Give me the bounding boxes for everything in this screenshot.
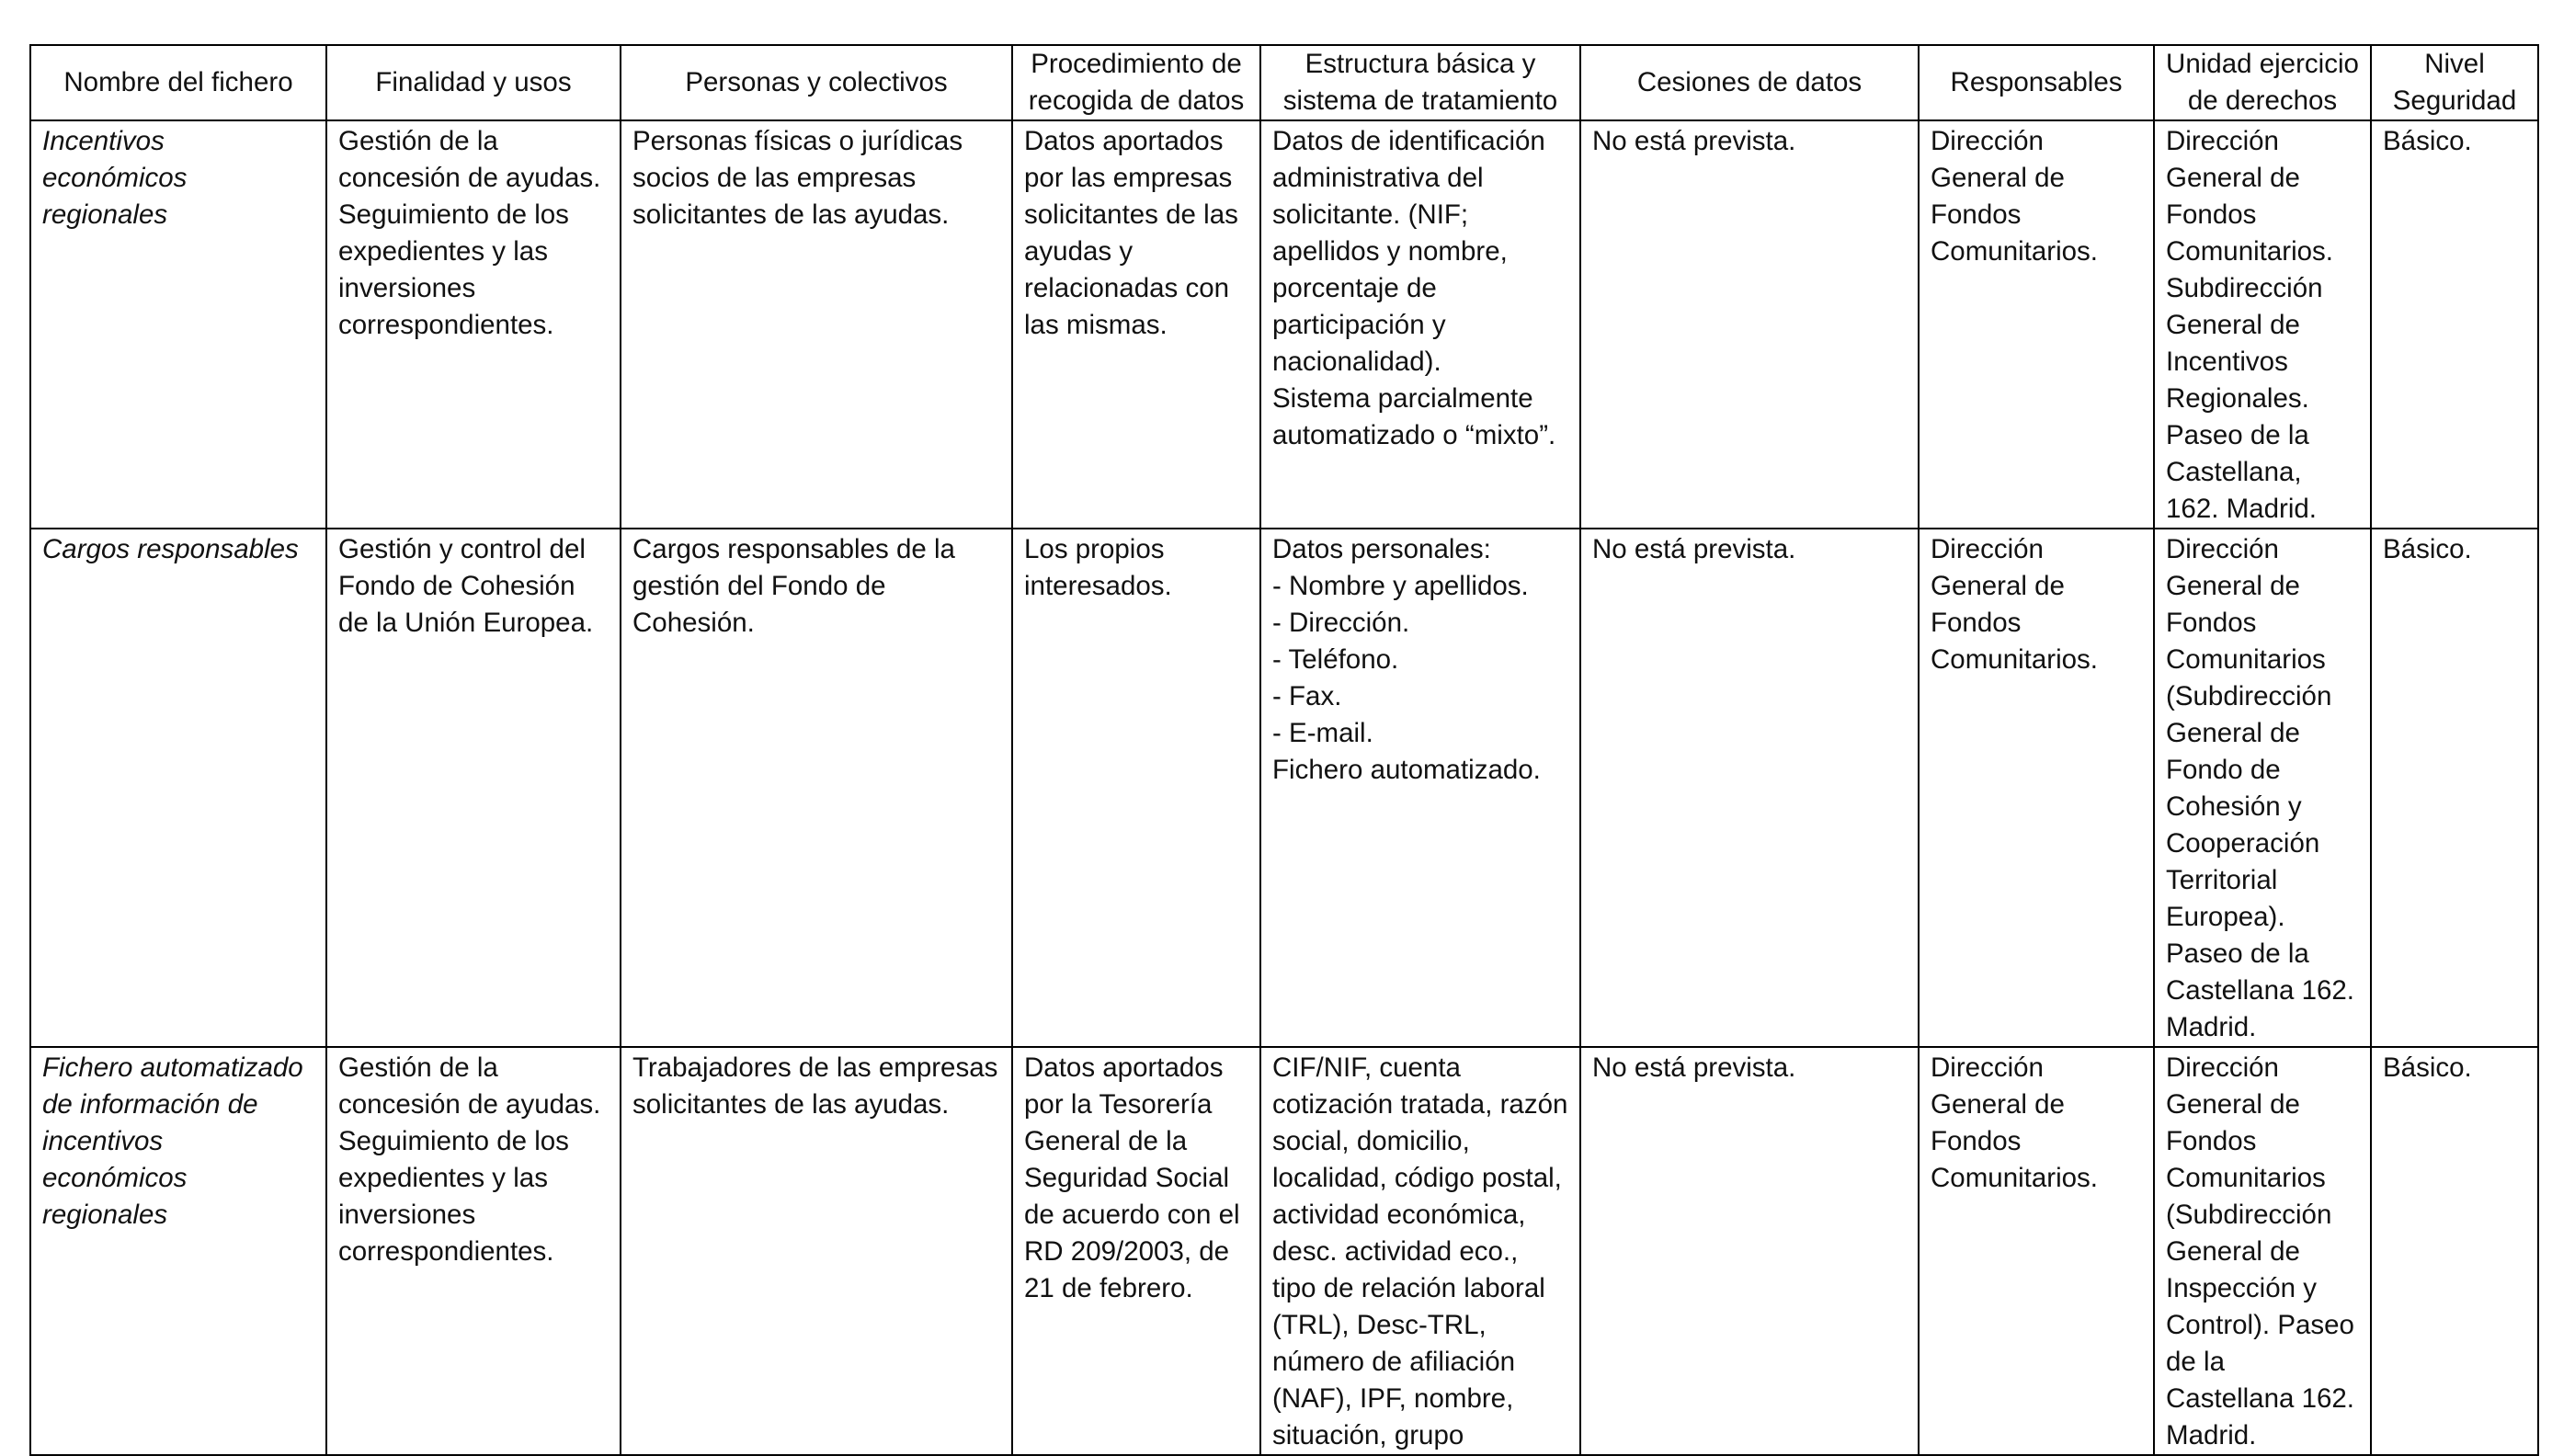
cell-nivel: Básico. [2371,120,2538,529]
cell-procedimiento: Datos aportados por la Tesorería General de la Seguridad Social de acuerdo con el RD 209/2003, de 21 de febrero. [1012,1047,1260,1455]
ficheros-table [29,44,2539,1456]
cell-finalidad: Gestión de la concesión de ayudas. Seguimiento de los expedientes y las inversiones correspondientes. [326,120,621,529]
estructura-line: Sistema parcialmente automatizado o “mixto”. [1272,383,1556,450]
table-row [30,1047,2538,1455]
estructura-line: - Nombre y apellidos. [1272,571,1529,601]
estructura-line: Datos de identificación administrativa del solicitante. (NIF; apellidos y nombre, porcentaje de participación y nacionalidad). [1272,126,1545,377]
header-cesiones: Cesiones de datos [1580,45,1919,120]
estructura-line: - E-mail. [1272,718,1373,748]
cell-unidad: Dirección General de Fondos Comunitarios. Subdirección General de Incentivos Regionales. Paseo de la Castellana, 162. Madrid. [2154,120,2371,529]
cell-finalidad: Gestión y control del Fondo de Cohesión de la Unión Europea. [326,529,621,1047]
cell-nombre: Incentivos económicos regionales [30,120,326,529]
cell-estructura [1260,1047,1580,1455]
cell-procedimiento: Los propios interesados. [1012,529,1260,1047]
estructura-line: CIF/NIF, cuenta cotización tratada, razón social, domicilio, localidad, código postal, actividad económica, desc. actividad eco., tipo de relación laboral (TRL), Desc-TRL, número de afiliación (NAF), IPF, nombre, situación, grupo [1272,1052,1568,1450]
header-responsables: Responsables [1919,45,2154,120]
cell-personas: Trabajadores de las empresas solicitantes de las ayudas. [621,1047,1012,1455]
cell-responsables: Dirección General de Fondos Comunitarios. [1919,120,2154,529]
cell-unidad: Dirección General de Fondos Comunitarios (Subdirección General de Fondo de Cohesión y Cooperación Territorial Europea). Paseo de la Castellana 162. Madrid. [2154,529,2371,1047]
cell-procedimiento: Datos aportados por las empresas solicitantes de las ayudas y relacionadas con las mismas. [1012,120,1260,529]
header-unidad: Unidad ejercicio de derechos [2154,45,2371,120]
header-procedimiento: Procedimiento de recogida de datos [1012,45,1260,120]
estructura-line: - Fax. [1272,681,1342,711]
estructura-line: Fichero automatizado. [1272,755,1541,785]
cell-estructura [1260,529,1580,1047]
cell-cesiones: No está prevista. [1580,120,1919,529]
estructura-line: - Teléfono. [1272,644,1399,675]
cell-cesiones: No está prevista. [1580,1047,1919,1455]
cell-responsables: Dirección General de Fondos Comunitarios. [1919,529,2154,1047]
table-row [30,529,2538,1047]
cell-estructura [1260,120,1580,529]
cell-nivel: Básico. [2371,529,2538,1047]
cell-finalidad: Gestión de la concesión de ayudas. Seguimiento de los expedientes y las inversiones correspondientes. [326,1047,621,1455]
cell-responsables: Dirección General de Fondos Comunitarios. [1919,1047,2154,1455]
cell-nombre: Cargos responsables [30,529,326,1047]
document-page [29,44,2539,1456]
cell-nivel: Básico. [2371,1047,2538,1455]
header-nivel: Nivel Seguridad [2371,45,2538,120]
header-finalidad: Finalidad y usos [326,45,621,120]
cell-personas: Personas físicas o jurídicas socios de las empresas solicitantes de las ayudas. [621,120,1012,529]
cell-unidad: Dirección General de Fondos Comunitarios (Subdirección General de Inspección y Control). Paseo de la Castellana 162. Madrid. [2154,1047,2371,1455]
estructura-line: Datos personales: [1272,534,1491,564]
header-estructura: Estructura básica y sistema de tratamiento [1260,45,1580,120]
cell-nombre: Fichero automatizado de información de incentivos económicos regionales [30,1047,326,1455]
cell-personas: Cargos responsables de la gestión del Fondo de Cohesión. [621,529,1012,1047]
estructura-line: - Dirección. [1272,608,1410,638]
header-nombre: Nombre del fichero [30,45,326,120]
cell-cesiones: No está prevista. [1580,529,1919,1047]
header-personas: Personas y colectivos [621,45,1012,120]
table-header-row [30,45,2538,120]
table-row [30,120,2538,529]
